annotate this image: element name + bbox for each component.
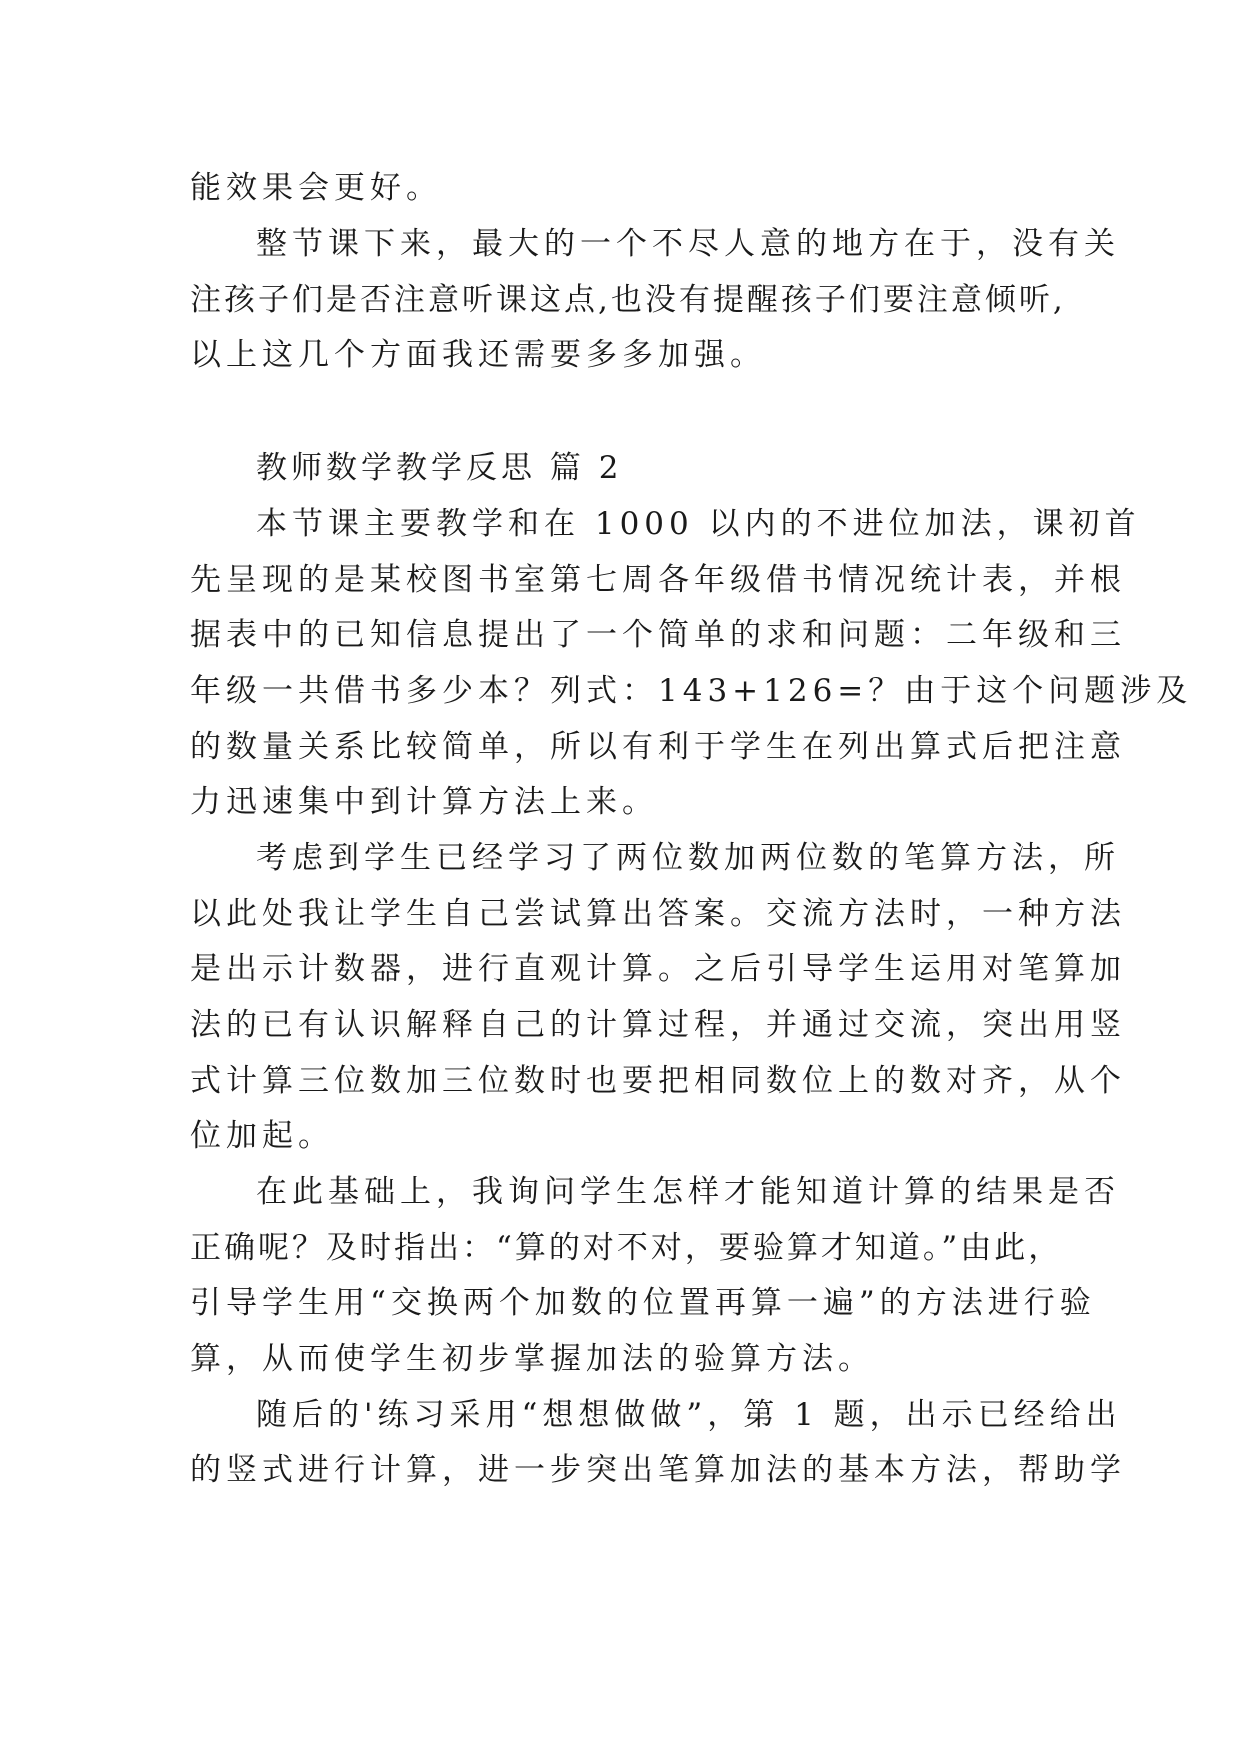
paragraph-line: 在此基础上，我询问学生怎样才能知道计算的结果是否	[256, 1174, 1120, 1210]
paragraph-line: 位加起。	[190, 1118, 334, 1154]
paragraph-line: 式计算三位数加三位数时也要把相同数位上的数对齐，从个	[190, 1063, 1126, 1099]
paragraph-line: 能效果会更好。	[190, 170, 442, 206]
paragraph-line: 注孩子们是否注意听课这点,也没有提醒孩子们要注意倾听,	[190, 282, 1066, 318]
paragraph-line: 算，从而使学生初步掌握加法的验算方法。	[190, 1341, 874, 1377]
paragraph-line: 正确呢？及时指出：“算的对不对，要验算才知道。”由此，	[190, 1230, 1063, 1266]
paragraph-line: 先呈现的是某校图书室第七周各年级借书情况统计表，并根	[190, 562, 1126, 598]
paragraph-line: 年级一共借书多少本？列式：143+126=？由于这个问题涉及	[190, 673, 1193, 709]
paragraph-line: 考虑到学生已经学习了两位数加两位数的笔算方法，所	[256, 840, 1120, 876]
paragraph-line: 的数量关系比较简单，所以有利于学生在列出算式后把注意	[190, 729, 1126, 765]
paragraph-line: 引导学生用“交换两个加数的位置再算一遍”的方法进行验	[190, 1285, 1096, 1321]
paragraph-line: 法的已有认识解释自己的计算过程，并通过交流，突出用竖	[190, 1007, 1126, 1043]
paragraph-line: 力迅速集中到计算方法上来。	[190, 784, 658, 820]
section-heading: 教师数学教学反思 篇 2	[256, 450, 623, 486]
paragraph-line: 随后的'练习采用“想想做做”，第 1 题，出示已经给出	[256, 1397, 1122, 1433]
paragraph-line: 以上这几个方面我还需要多多加强。	[190, 337, 766, 373]
paragraph-line: 是出示计数器，进行直观计算。之后引导学生运用对笔算加	[190, 951, 1126, 987]
paragraph-line: 据表中的已知信息提出了一个简单的求和问题：二年级和三	[190, 617, 1126, 653]
paragraph-line: 本节课主要教学和在 1000 以内的不进位加法，课初首	[256, 506, 1141, 542]
paragraph-line: 以此处我让学生自己尝试算出答案。交流方法时，一种方法	[190, 896, 1126, 932]
paragraph-line: 整节课下来，最大的一个不尽人意的地方在于，没有关	[256, 226, 1120, 262]
paragraph-line: 的竖式进行计算，进一步突出笔算加法的基本方法，帮助学	[190, 1452, 1126, 1488]
